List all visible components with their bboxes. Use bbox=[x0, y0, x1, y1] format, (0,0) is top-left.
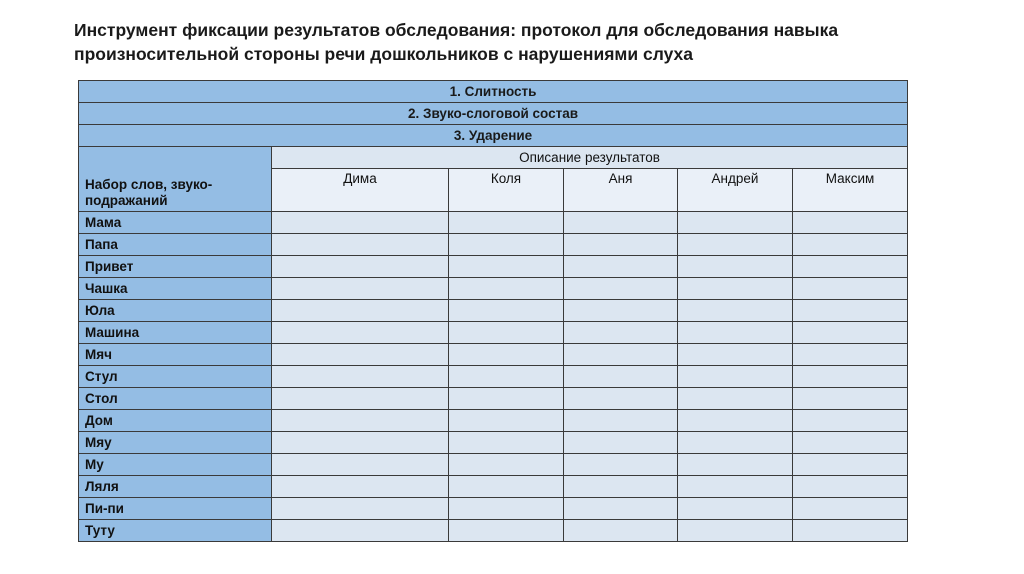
word-label: Юла bbox=[79, 300, 272, 322]
result-cell[interactable] bbox=[449, 212, 564, 234]
header-row bbox=[79, 147, 908, 169]
result-cell[interactable] bbox=[564, 278, 678, 300]
result-cell[interactable] bbox=[793, 366, 908, 388]
result-cell[interactable] bbox=[272, 388, 449, 410]
word-label: Стол bbox=[79, 388, 272, 410]
result-cell[interactable] bbox=[272, 212, 449, 234]
word-label: Папа bbox=[79, 234, 272, 256]
word-label: Туту bbox=[79, 520, 272, 542]
result-cell[interactable] bbox=[272, 454, 449, 476]
result-cell[interactable] bbox=[678, 388, 793, 410]
result-cell[interactable] bbox=[564, 322, 678, 344]
table-row bbox=[79, 300, 908, 322]
section-sound-syllable: 2. Звуко-слоговой состав bbox=[79, 103, 908, 125]
result-cell[interactable] bbox=[272, 322, 449, 344]
result-cell[interactable] bbox=[449, 256, 564, 278]
table-row bbox=[79, 278, 908, 300]
result-cell[interactable] bbox=[449, 344, 564, 366]
result-cell[interactable] bbox=[272, 476, 449, 498]
result-cell[interactable] bbox=[793, 520, 908, 542]
results-protocol-table bbox=[78, 80, 908, 542]
result-cell[interactable] bbox=[793, 300, 908, 322]
result-cell[interactable] bbox=[678, 256, 793, 278]
result-cell[interactable] bbox=[793, 498, 908, 520]
result-cell[interactable] bbox=[564, 476, 678, 498]
page-title bbox=[74, 18, 974, 66]
result-cell[interactable] bbox=[449, 476, 564, 498]
result-cell[interactable] bbox=[793, 388, 908, 410]
result-cell[interactable] bbox=[564, 520, 678, 542]
section-row bbox=[79, 103, 908, 125]
result-cell[interactable] bbox=[793, 234, 908, 256]
table-row bbox=[79, 432, 908, 454]
table-row bbox=[79, 344, 908, 366]
row-header-label: Набор слов, звуко-подражаний bbox=[79, 147, 272, 212]
result-cell[interactable] bbox=[272, 498, 449, 520]
table-row bbox=[79, 476, 908, 498]
result-cell[interactable] bbox=[564, 366, 678, 388]
word-label: Привет bbox=[79, 256, 272, 278]
child-name-header: Максим bbox=[793, 169, 908, 212]
result-cell[interactable] bbox=[272, 366, 449, 388]
table-row bbox=[79, 410, 908, 432]
result-cell[interactable] bbox=[449, 300, 564, 322]
result-cell[interactable] bbox=[678, 300, 793, 322]
result-cell[interactable] bbox=[449, 366, 564, 388]
word-label: Мама bbox=[79, 212, 272, 234]
result-cell[interactable] bbox=[564, 498, 678, 520]
result-cell[interactable] bbox=[272, 344, 449, 366]
result-cell[interactable] bbox=[272, 256, 449, 278]
table-row bbox=[79, 388, 908, 410]
table-row bbox=[79, 520, 908, 542]
table-row bbox=[79, 322, 908, 344]
result-cell[interactable] bbox=[272, 300, 449, 322]
result-cell[interactable] bbox=[564, 454, 678, 476]
result-cell[interactable] bbox=[793, 212, 908, 234]
result-cell[interactable] bbox=[678, 410, 793, 432]
result-cell[interactable] bbox=[678, 212, 793, 234]
section-row bbox=[79, 125, 908, 147]
result-cell[interactable] bbox=[793, 256, 908, 278]
result-cell[interactable] bbox=[449, 454, 564, 476]
result-cell[interactable] bbox=[272, 432, 449, 454]
result-cell[interactable] bbox=[678, 234, 793, 256]
title-line-1: Инструмент фиксации результатов обследования: протокол для обследования навыка bbox=[74, 20, 839, 40]
child-name-header: Дима bbox=[272, 169, 449, 212]
section-fluency: 1. Слитность bbox=[79, 81, 908, 103]
result-cell[interactable] bbox=[272, 278, 449, 300]
result-cell[interactable] bbox=[793, 278, 908, 300]
result-cell[interactable] bbox=[449, 278, 564, 300]
result-cell[interactable] bbox=[272, 234, 449, 256]
child-name-header: Коля bbox=[449, 169, 564, 212]
word-label: Пи-пи bbox=[79, 498, 272, 520]
result-cell[interactable] bbox=[564, 234, 678, 256]
result-cell[interactable] bbox=[449, 498, 564, 520]
title-line-2: произносительной стороны речи дошкольников с нарушениями слуха bbox=[74, 44, 694, 64]
result-cell[interactable] bbox=[678, 476, 793, 498]
result-cell[interactable] bbox=[564, 344, 678, 366]
result-cell[interactable] bbox=[793, 432, 908, 454]
result-cell[interactable] bbox=[678, 520, 793, 542]
word-label: Му bbox=[79, 454, 272, 476]
result-cell[interactable] bbox=[564, 388, 678, 410]
result-cell[interactable] bbox=[678, 344, 793, 366]
section-stress: 3. Ударение bbox=[79, 125, 908, 147]
result-cell[interactable] bbox=[793, 454, 908, 476]
result-cell[interactable] bbox=[564, 212, 678, 234]
result-cell[interactable] bbox=[449, 520, 564, 542]
word-label: Дом bbox=[79, 410, 272, 432]
word-label: Ляля bbox=[79, 476, 272, 498]
word-label: Машина bbox=[79, 322, 272, 344]
child-name-header: Андрей bbox=[678, 169, 793, 212]
table-row bbox=[79, 498, 908, 520]
result-cell[interactable] bbox=[678, 278, 793, 300]
result-cell[interactable] bbox=[449, 322, 564, 344]
result-cell[interactable] bbox=[678, 454, 793, 476]
result-cell[interactable] bbox=[678, 322, 793, 344]
table-row bbox=[79, 256, 908, 278]
result-cell[interactable] bbox=[793, 322, 908, 344]
result-cell[interactable] bbox=[793, 344, 908, 366]
table-row bbox=[79, 212, 908, 234]
result-cell[interactable] bbox=[678, 498, 793, 520]
result-cell[interactable] bbox=[449, 234, 564, 256]
result-cell[interactable] bbox=[449, 432, 564, 454]
table-row bbox=[79, 366, 908, 388]
result-cell[interactable] bbox=[449, 410, 564, 432]
result-cell[interactable] bbox=[272, 520, 449, 542]
word-label: Мяч bbox=[79, 344, 272, 366]
child-name-header: Аня bbox=[564, 169, 678, 212]
word-label: Стул bbox=[79, 366, 272, 388]
result-cell[interactable] bbox=[678, 432, 793, 454]
result-cell[interactable] bbox=[564, 256, 678, 278]
word-label: Чашка bbox=[79, 278, 272, 300]
result-cell[interactable] bbox=[564, 410, 678, 432]
table-row bbox=[79, 454, 908, 476]
result-cell[interactable] bbox=[564, 300, 678, 322]
result-cell[interactable] bbox=[449, 388, 564, 410]
result-cell[interactable] bbox=[564, 432, 678, 454]
result-cell[interactable] bbox=[678, 366, 793, 388]
result-cell[interactable] bbox=[272, 410, 449, 432]
word-label: Мяу bbox=[79, 432, 272, 454]
table-row bbox=[79, 234, 908, 256]
result-cell[interactable] bbox=[793, 410, 908, 432]
result-cell[interactable] bbox=[793, 476, 908, 498]
section-row bbox=[79, 81, 908, 103]
description-header: Описание результатов bbox=[272, 147, 908, 169]
